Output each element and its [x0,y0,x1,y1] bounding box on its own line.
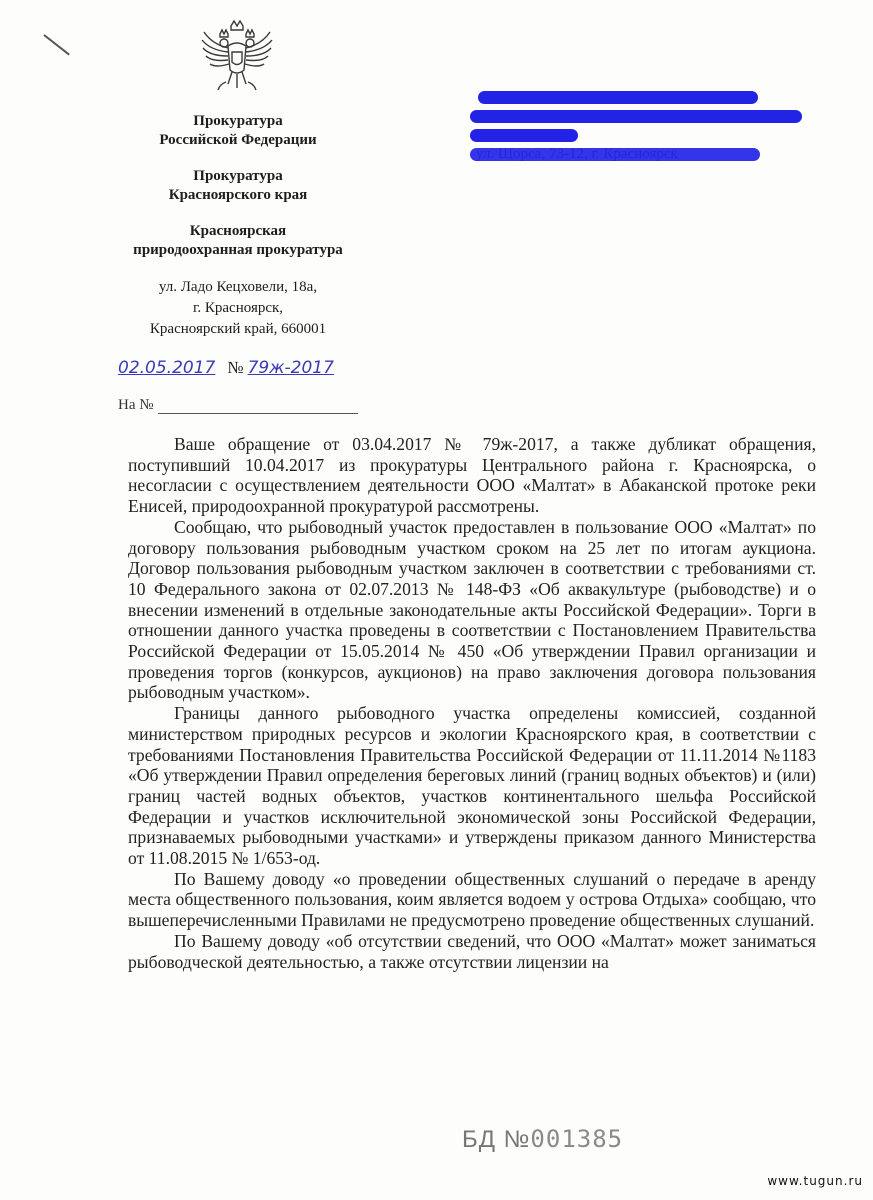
reference-label: На № [118,397,154,413]
letter-body [128,434,816,972]
org-line: Российской Федерации [159,132,317,148]
body-paragraph: Сообщаю, что рыбоводный участок предоставлен в пользование ООО «Малтат» по договору пользования рыбоводным участком сроком на 25 лет по итогам аукциона. Договор пользования рыбоводным участком заключен в соответствии с требованиями ст. 10 Федерального закона от 02.07.2013 № 148-ФЗ «Об аквакультуре (рыбоводстве) и о внесении изменений в отдельные законодательные акты Российской Федерации». Торги в отношении данного участка проведены в соответствии с Постановлением Правительства Российской Федерации от 15.05.2014 № 450 «Об утверждении Правил организации и проведения торгов (конкурсов, аукционов) на право заключения договора пользования рыбоводным участком». [128,516,816,703]
org-line: природоохранная прокуратура [133,242,343,258]
stamp-prefix: БД № [462,1126,531,1153]
body-paragraph: Ваше обращение от 03.04.2017 № 79ж-2017, а также дубликат обращения, поступивший 10.04.2017 из прокуратуры Центрального района г. Красноярска, о несогласии с осуществлением деятельности ООО «Малтат» в Абаканской протоке реки Енисей, природоохранной прокуратурой рассмотрены. [128,434,816,517]
reference-line [118,397,358,414]
outgoing-date: 02.05.2017 [118,358,216,378]
body-paragraph: По Вашему доводу «об отсутствии сведений, что ООО «Малтат» может заниматься рыбоводческой деятельностью, а также отсутствии лицензии на [128,930,816,972]
redaction-bar [470,110,802,123]
scan-scratch-mark [43,34,69,55]
serial-stamp [462,1125,623,1154]
reference-blank [158,399,358,414]
org-line: Красноярского края [168,187,308,203]
stamp-number: 001385 [530,1125,624,1153]
address-line: ул. Ладо Кецховели, 18а, [158,279,318,295]
body-paragraph: По Вашему доводу «о проведении общественных слушаний о передаче в аренду места общественного пользования, коим является водоем у острова Отдыха» сообщаю, что вышеперечисленными Правилами не предусмотрено проведение общественных слушаний. [128,868,816,931]
site-watermark: www.tugun.ru [767,1174,863,1188]
org-line: Прокуратура [193,168,283,184]
outgoing-date-number [118,358,334,378]
org-line: Красноярская [189,223,287,239]
org-line: Прокуратура [193,113,283,129]
address-line: г. Красноярск, [192,300,284,316]
sender-header [100,112,376,340]
redaction-bar [470,148,760,161]
addressee-block [470,88,810,145]
double-headed-eagle-emblem [198,18,276,98]
number-sign: № [227,358,244,377]
redaction-bar [470,129,578,142]
outgoing-number: 79ж-2017 [247,358,334,378]
body-paragraph: Границы данного рыбоводного участка определены комиссией, созданной министерством природных ресурсов и экологии Красноярского края, в соответствии с требованиями Постановления Правительства Российской Федерации от 11.11.2014 №1183 «Об утверждении Правил определения береговых линий (границ водных объектов) и (или) границ частей водных объектов, участков континентального шельфа Российской Федерации и участков исключительной экономической зоны Российской Федерации, признаваемых рыбоводными участками» и утверждены приказом данного Министерства от 11.08.2015 № 1/653-од. [128,703,816,869]
redaction-bar [478,91,758,104]
address-line: Красноярский край, 660001 [149,321,327,337]
